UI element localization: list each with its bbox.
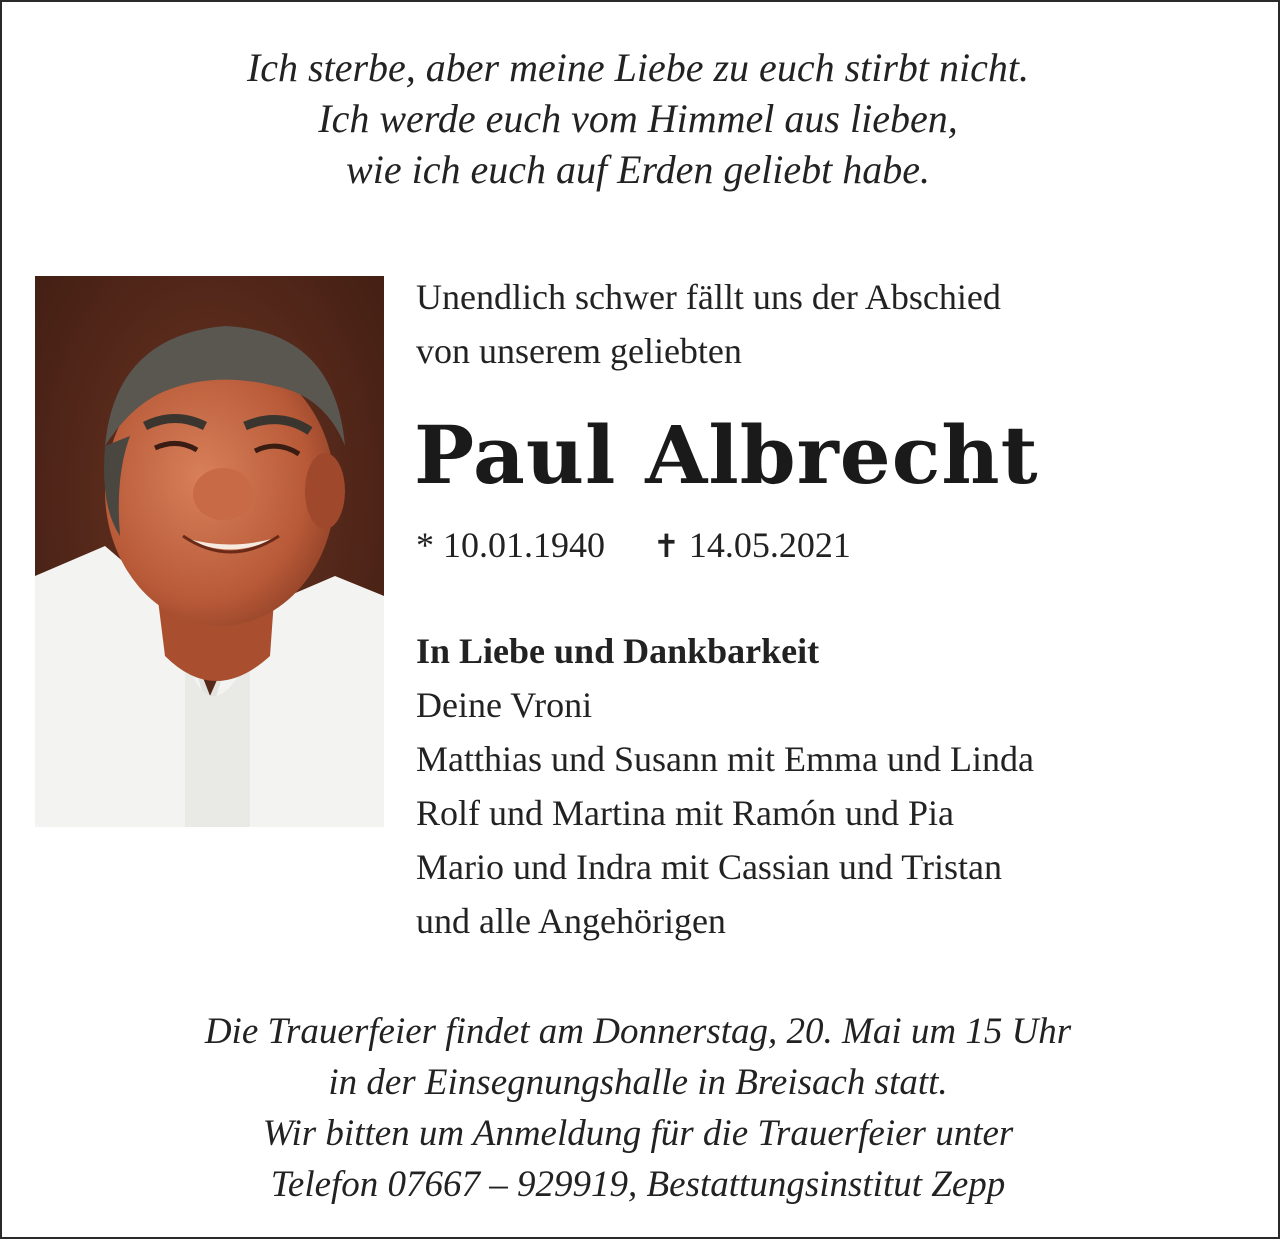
- memorial-verse: [0, 42, 1276, 195]
- verse-line: wie ich euch auf Erden geliebt habe.: [346, 147, 930, 192]
- verse-line: Ich sterbe, aber meine Liebe zu euch stirbt nicht.: [246, 45, 1030, 90]
- intro-line: Unendlich schwer fällt uns der Abschied: [416, 277, 1001, 317]
- mourners-heading: In Liebe und Dankbarkeit: [416, 631, 820, 671]
- verse-line: Ich werde euch vom Himmel aus lieben,: [318, 96, 958, 141]
- notice-line: Telefon 07667 – 929919, Bestattungsinstitut Zepp: [270, 1164, 1006, 1205]
- notice-line: Wir bitten um Anmeldung für die Trauerfeier unter: [262, 1113, 1014, 1154]
- cross-icon: ✝: [653, 527, 680, 565]
- mourners-list: [416, 624, 1034, 948]
- notice-line: in der Einsegnungshalle in Breisach statt.: [328, 1062, 948, 1103]
- mourner-line: Mario und Indra mit Cassian und Tristan: [416, 847, 1002, 887]
- intro-line: von unserem geliebten: [416, 331, 742, 371]
- mourner-line: Matthias und Susann mit Emma und Linda: [416, 739, 1034, 779]
- death-date: 14.05.2021: [688, 525, 851, 565]
- birth-symbol: *: [416, 525, 434, 565]
- life-dates: [416, 520, 851, 571]
- birth-date: 10.01.1940: [443, 525, 605, 565]
- mourner-line: Rolf und Martina mit Ramón und Pia: [416, 793, 954, 833]
- notice-line: Die Trauerfeier findet am Donnerstag, 20. Mai um 15 Uhr: [204, 1011, 1072, 1052]
- mourner-line: und alle Angehörigen: [416, 901, 726, 941]
- funeral-notice: [0, 1006, 1276, 1210]
- portrait-photo: [35, 276, 384, 827]
- farewell-intro: [416, 270, 1001, 378]
- mourner-line: Deine Vroni: [416, 685, 593, 725]
- deceased-name: Paul Albrecht: [414, 408, 1039, 502]
